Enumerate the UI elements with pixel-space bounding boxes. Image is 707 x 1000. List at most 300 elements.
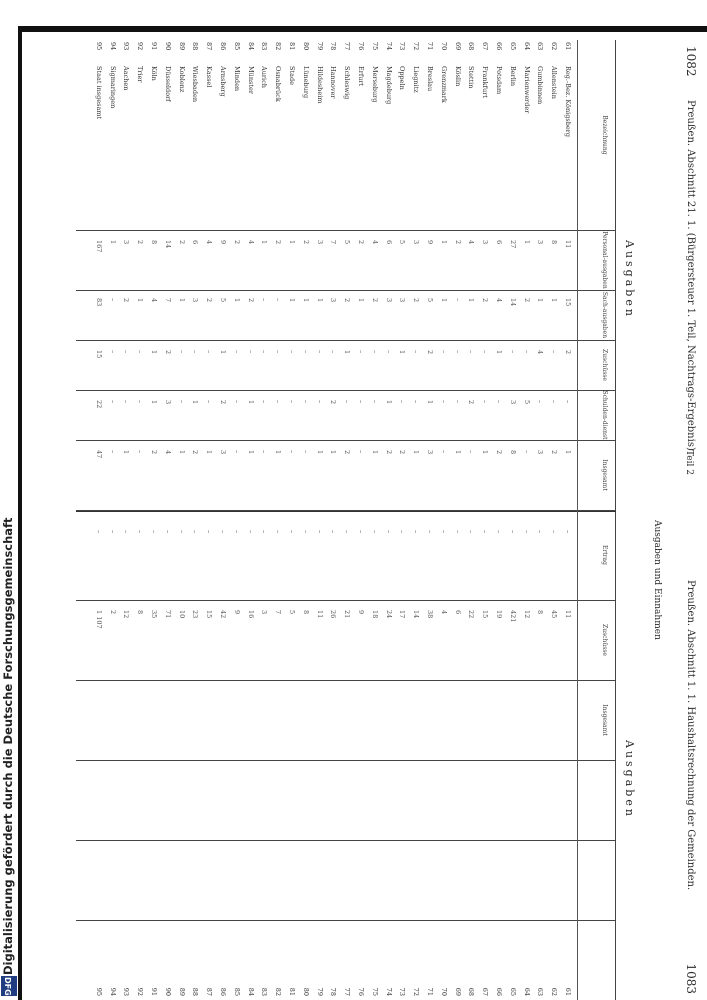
- table-cell: –: [536, 530, 545, 534]
- row-label: Berlin: [508, 66, 517, 87]
- row-number: 84: [246, 42, 255, 51]
- table-cell: 27: [508, 240, 517, 249]
- table-cell: 1: [108, 240, 117, 245]
- row-number-right: 63: [536, 987, 545, 996]
- table-cell: –: [384, 350, 393, 354]
- row-number: 69: [453, 42, 462, 51]
- table-cell: –: [177, 530, 186, 534]
- table-cell: 3: [191, 298, 200, 303]
- row-label: Potsdam: [495, 66, 503, 95]
- table-cell: 71: [163, 610, 172, 619]
- table-cell: 8: [508, 450, 517, 455]
- table-cell: –: [301, 530, 310, 534]
- table-cell: 3: [426, 450, 434, 455]
- column-header: Sach-ausgaben: [601, 291, 608, 339]
- table-cell: 38: [426, 610, 434, 619]
- table-subtitle: Ausgaben und Einnahmen: [652, 520, 662, 640]
- table-cell: –: [522, 530, 531, 534]
- table-cell: –: [122, 350, 131, 354]
- table-cell: 2: [343, 450, 352, 455]
- table-cell: –: [163, 530, 172, 534]
- row-number: 61: [564, 42, 572, 51]
- row-number: 74: [384, 42, 393, 51]
- table-cell: 1: [426, 400, 434, 405]
- table-row: [367, 40, 379, 1000]
- table-cell: 5: [426, 298, 434, 303]
- table-cell: –: [370, 350, 379, 354]
- table-cell: 3: [398, 298, 407, 303]
- row-number-right: 79: [315, 987, 324, 996]
- table-cell: 2: [343, 298, 352, 303]
- column-header: Schulden-dienst: [601, 390, 608, 440]
- table-cell: 18: [370, 610, 379, 619]
- table-cell: 2: [329, 400, 338, 405]
- table-cell: –: [564, 400, 572, 404]
- table-cell: 1: [315, 450, 324, 455]
- table-cell: –: [232, 450, 241, 454]
- row-number-right: 65: [508, 987, 517, 996]
- row-label: Minden: [232, 66, 241, 92]
- row-number-right: 76: [357, 987, 365, 996]
- table-cell: –: [274, 298, 283, 302]
- table-row: [394, 40, 406, 1000]
- table-cell: 2: [301, 240, 310, 245]
- table-row: [491, 40, 503, 1000]
- table-row: [118, 40, 130, 1000]
- table-cell: 1: [150, 350, 158, 355]
- table-cell: 2: [467, 400, 476, 405]
- table-cell: 12: [122, 610, 131, 619]
- row-number-right: 90: [163, 987, 172, 996]
- row-label: Osnabrück: [274, 66, 283, 102]
- row-number: 62: [550, 42, 559, 51]
- table-cell: 15: [205, 610, 214, 619]
- table-cell: –: [136, 400, 145, 404]
- table-row: [146, 40, 158, 1000]
- table-row: [463, 40, 475, 1000]
- table-cell: –: [177, 400, 186, 404]
- table-row: [160, 40, 172, 1000]
- table-cell: 15: [481, 610, 490, 619]
- table-row: [436, 40, 448, 1000]
- table-row: [312, 40, 324, 1000]
- table-cell: 3: [260, 610, 269, 615]
- row-number: 95: [94, 42, 103, 51]
- table-cell: –: [564, 530, 572, 534]
- table-cell: –: [136, 530, 145, 534]
- table-cell: 4: [495, 298, 503, 303]
- column-header: Bezeichnung: [601, 115, 608, 155]
- table-cell: 1: [205, 450, 214, 455]
- table-cell: 11: [315, 610, 324, 619]
- table-cell: 1: [481, 450, 490, 455]
- table-cell: –: [260, 298, 269, 302]
- row-label: Münster: [246, 66, 255, 94]
- row-number-right: 69: [453, 987, 462, 996]
- table-cell: 4: [467, 240, 476, 245]
- table-cell: 2: [205, 298, 214, 303]
- table-cell: 2: [108, 610, 117, 615]
- table-cell: –: [439, 530, 448, 534]
- table-cell: 2: [177, 240, 186, 245]
- table-cell: –: [108, 298, 117, 302]
- row-label: Trier: [136, 66, 145, 83]
- table-cell: 4: [370, 240, 379, 245]
- row-number-right: 95: [94, 987, 103, 996]
- row-number-right: 93: [122, 987, 131, 996]
- table-row: [105, 40, 117, 1000]
- table-cell: 7: [274, 610, 283, 615]
- table-cell: 9: [357, 610, 365, 615]
- row-number: 72: [412, 42, 421, 51]
- row-number: 68: [467, 42, 476, 51]
- table-cell: 10: [177, 610, 186, 619]
- table-cell: –: [495, 400, 503, 404]
- row-number-right: 80: [301, 987, 310, 996]
- table-cell: 1: [246, 450, 255, 455]
- row-number: 65: [508, 42, 517, 51]
- table-cell: –: [315, 400, 324, 404]
- table-cell: 5: [219, 298, 227, 303]
- row-number-right: 89: [177, 987, 186, 996]
- table-cell: –: [108, 400, 117, 404]
- row-number: 86: [219, 42, 227, 51]
- table-row: [353, 40, 365, 1000]
- table-cell: –: [219, 530, 227, 534]
- table-cell: 2: [522, 298, 531, 303]
- table-cell: –: [136, 450, 145, 454]
- table-cell: –: [536, 400, 545, 404]
- table-cell: –: [426, 530, 434, 534]
- row-number-right: 67: [481, 987, 490, 996]
- table-cell: –: [467, 450, 476, 454]
- dfg-logo: DFG: [1, 976, 17, 996]
- table-cell: 2: [232, 240, 241, 245]
- row-number: 85: [232, 42, 241, 51]
- table-cell: 1: [219, 350, 227, 355]
- table-row: [91, 40, 103, 1000]
- table-row: [132, 40, 144, 1000]
- table-cell: 1: [301, 298, 310, 303]
- table-cell: –: [467, 350, 476, 354]
- row-number-right: 94: [108, 987, 117, 996]
- table-cell: 1: [191, 400, 200, 405]
- table-cell: –: [550, 530, 559, 534]
- row-number-right: 71: [426, 987, 434, 996]
- row-label: Aurich: [260, 66, 269, 88]
- table-cell: 3: [315, 240, 324, 245]
- table-cell: 42: [219, 610, 227, 619]
- row-number: 63: [536, 42, 545, 51]
- row-label: Merseburg: [370, 66, 379, 103]
- row-label: Frankfurt: [481, 66, 490, 98]
- row-number-right: 77: [343, 987, 352, 996]
- table-cell: 4: [205, 240, 214, 245]
- table-cell: 1: [439, 240, 448, 245]
- row-label: Reg.-Bez. Königsberg: [564, 66, 572, 137]
- table-cell: 14: [508, 298, 517, 307]
- table-cell: –: [357, 530, 365, 534]
- table-cell: –: [150, 530, 158, 534]
- row-number-right: 87: [205, 987, 214, 996]
- row-number: 82: [274, 42, 283, 51]
- row-label: Gumbinnen: [536, 66, 545, 105]
- table-cell: 4: [536, 350, 545, 355]
- table-cell: –: [301, 350, 310, 354]
- table-cell: 24: [384, 610, 393, 619]
- table-cell: 1: [177, 450, 186, 455]
- table-cell: 11: [564, 240, 572, 249]
- table-cell: 2: [412, 298, 421, 303]
- table-cell: 5: [288, 610, 296, 615]
- table-cell: –: [288, 530, 296, 534]
- row-number-right: 82: [274, 987, 283, 996]
- table-cell: –: [550, 400, 559, 404]
- table-cell: 4: [150, 298, 158, 303]
- row-label: Köslin: [453, 66, 462, 87]
- table-cell: –: [246, 350, 255, 354]
- table-cell: 4: [246, 240, 255, 245]
- table-cell: 1: [357, 298, 365, 303]
- table-cell: 3: [329, 298, 338, 303]
- table-row: [270, 40, 282, 1000]
- table-cell: –: [453, 400, 462, 404]
- header-rule: [577, 40, 578, 1000]
- table-cell: –: [508, 530, 517, 534]
- table-cell: –: [301, 400, 310, 404]
- table-cell: 1: [384, 400, 393, 405]
- table-cell: 3: [384, 298, 393, 303]
- table-cell: 2: [163, 350, 172, 355]
- table-cell: 2: [426, 350, 434, 355]
- row-label: Schleswig: [343, 66, 352, 100]
- table-row: [450, 40, 462, 1000]
- row-label: Stade: [288, 66, 296, 85]
- table-row: [408, 40, 420, 1000]
- table-cell: –: [481, 530, 490, 534]
- table-cell: –: [274, 350, 283, 354]
- table-cell: –: [122, 400, 131, 404]
- dfg-funding-note: Digitalisierung gefördert durch die Deutsche Forschungsgemeinschaft: [1, 517, 15, 975]
- row-number: 90: [163, 42, 172, 51]
- table-cell: –: [412, 400, 421, 404]
- table-cell: 1: [439, 298, 448, 303]
- row-number: 77: [343, 42, 352, 51]
- row-label: Grenzmark: [439, 66, 448, 103]
- table-cell: 1: [150, 400, 158, 405]
- table-cell: 6: [384, 240, 393, 245]
- table-cell: –: [94, 530, 103, 534]
- table-cell: –: [232, 400, 241, 404]
- row-label: Sigmaringen: [108, 66, 117, 109]
- table-cell: 1: [288, 298, 296, 303]
- table-cell: 83: [94, 298, 103, 307]
- row-number-right: 62: [550, 987, 559, 996]
- row-label: Marienwerder: [522, 66, 531, 114]
- row-number-right: 81: [288, 987, 296, 996]
- table-cell: 3: [536, 450, 545, 455]
- table-cell: 1: [232, 298, 241, 303]
- row-number-right: 74: [384, 987, 393, 996]
- table-cell: 26: [329, 610, 338, 619]
- table-cell: 6: [453, 610, 462, 615]
- row-number-right: 88: [191, 987, 200, 996]
- table-cell: –: [108, 530, 117, 534]
- table-cell: 1: [136, 298, 145, 303]
- table-cell: –: [108, 350, 117, 354]
- row-number: 73: [398, 42, 407, 51]
- table-cell: 8: [301, 610, 310, 615]
- table-row: [284, 40, 296, 1000]
- column-header: Personal-ausgaben: [601, 231, 608, 289]
- column-header: Zuschüsse: [601, 349, 608, 381]
- table-cell: 2: [398, 450, 407, 455]
- row-number-right: 64: [522, 987, 531, 996]
- table-cell: –: [177, 350, 186, 354]
- page-number-left: 1082: [684, 46, 698, 77]
- table-cell: –: [329, 530, 338, 534]
- table-cell: 2: [357, 240, 365, 245]
- table-cell: 9: [232, 610, 241, 615]
- table-cell: 12: [522, 610, 531, 619]
- row-label: Stettin: [467, 66, 476, 89]
- table-cell: 2: [495, 450, 503, 455]
- table-cell: 22: [467, 610, 476, 619]
- row-number: 78: [329, 42, 338, 51]
- table-cell: –: [370, 400, 379, 404]
- table-cell: 5: [398, 240, 407, 245]
- table-cell: –: [439, 400, 448, 404]
- table-cell: –: [412, 530, 421, 534]
- table-cell: 421: [508, 610, 517, 623]
- table-cell: –: [384, 530, 393, 534]
- row-number: 76: [357, 42, 365, 51]
- table-cell: –: [191, 350, 200, 354]
- table-cell: 2: [246, 298, 255, 303]
- row-label: Lüneburg: [301, 66, 310, 99]
- table-cell: –: [205, 530, 214, 534]
- row-number: 67: [481, 42, 490, 51]
- table-cell: –: [288, 350, 296, 354]
- table-cell: 2: [136, 240, 145, 245]
- table-cell: 8: [550, 240, 559, 245]
- table-cell: –: [260, 400, 269, 404]
- table-cell: 6: [191, 240, 200, 245]
- table-cell: 35: [150, 610, 158, 619]
- table-cell: 2: [191, 450, 200, 455]
- table-cell: –: [481, 400, 490, 404]
- section-title-left: Ausgaben: [623, 240, 636, 319]
- page-frame-left: [18, 26, 22, 1000]
- page-frame-top: [18, 26, 707, 32]
- table-cell: 8: [536, 610, 545, 615]
- table-cell: 1: [536, 298, 545, 303]
- table-cell: –: [329, 350, 338, 354]
- table-cell: –: [398, 400, 407, 404]
- table-cell: –: [453, 350, 462, 354]
- table-row: [546, 40, 558, 1000]
- row-number: 87: [205, 42, 214, 51]
- table-cell: 3: [163, 400, 172, 405]
- table-cell: –: [439, 450, 448, 454]
- row-number-right: 73: [398, 987, 407, 996]
- row-label: Staat insgesamt: [94, 66, 103, 120]
- column-header: Ertrag: [601, 545, 608, 565]
- table-row: [256, 40, 268, 1000]
- table-row: [560, 40, 572, 1000]
- row-label: Arnsberg: [219, 66, 227, 97]
- table-cell: –: [274, 530, 283, 534]
- row-number-right: 84: [246, 987, 255, 996]
- table-cell: –: [301, 450, 310, 454]
- row-number: 75: [370, 42, 379, 51]
- table-cell: 14: [163, 240, 172, 249]
- row-number: 79: [315, 42, 324, 51]
- table-cell: –: [467, 530, 476, 534]
- table-cell: –: [191, 530, 200, 534]
- row-number-right: 66: [495, 987, 503, 996]
- table-cell: –: [260, 530, 269, 534]
- table-cell: 14: [412, 610, 421, 619]
- table-cell: 2: [122, 298, 131, 303]
- table-cell: 3: [481, 240, 490, 245]
- page-number-right: 1083: [684, 963, 698, 994]
- table-cell: 3: [536, 240, 545, 245]
- table-cell: 2: [150, 450, 158, 455]
- table-cell: –: [412, 350, 421, 354]
- table-row: [339, 40, 351, 1000]
- table-cell: 11: [564, 610, 572, 619]
- table-cell: 1: [467, 298, 476, 303]
- table-cell: 1: [412, 450, 421, 455]
- table-cell: –: [357, 450, 365, 454]
- row-label: Köln: [150, 66, 158, 81]
- row-label: Erfurt: [357, 66, 365, 87]
- table-cell: –: [274, 400, 283, 404]
- table-cell: –: [288, 450, 296, 454]
- table-cell: 2: [384, 450, 393, 455]
- row-label: Aachen: [122, 66, 131, 91]
- table-cell: 1: [495, 350, 503, 355]
- table-cell: –: [315, 530, 324, 534]
- table-cell: 7: [329, 240, 338, 245]
- table-cell: 1: [453, 450, 462, 455]
- table-cell: –: [453, 530, 462, 534]
- row-label: Düsseldorf: [163, 66, 172, 102]
- row-number: 91: [150, 42, 158, 51]
- table-cell: 1 107: [94, 610, 103, 629]
- table-cell: 2: [481, 298, 490, 303]
- table-row: [187, 40, 199, 1000]
- table-cell: 1: [246, 400, 255, 405]
- table-cell: 19: [495, 610, 503, 619]
- table-cell: –: [260, 450, 269, 454]
- row-number-right: 75: [370, 987, 379, 996]
- table-cell: 5: [343, 240, 352, 245]
- table-cell: –: [288, 400, 296, 404]
- table-cell: 2: [564, 350, 572, 355]
- table-cell: 1: [343, 350, 352, 355]
- row-number-right: 91: [150, 987, 158, 996]
- table-cell: 15: [94, 350, 103, 359]
- table-cell: 1: [522, 240, 531, 245]
- table-cell: 3: [219, 450, 227, 455]
- table-row: [174, 40, 186, 1000]
- table-cell: –: [136, 350, 145, 354]
- table-cell: 15: [564, 298, 572, 307]
- row-label: Koblenz: [177, 66, 186, 93]
- section-title-right: Ausgaben: [623, 740, 636, 819]
